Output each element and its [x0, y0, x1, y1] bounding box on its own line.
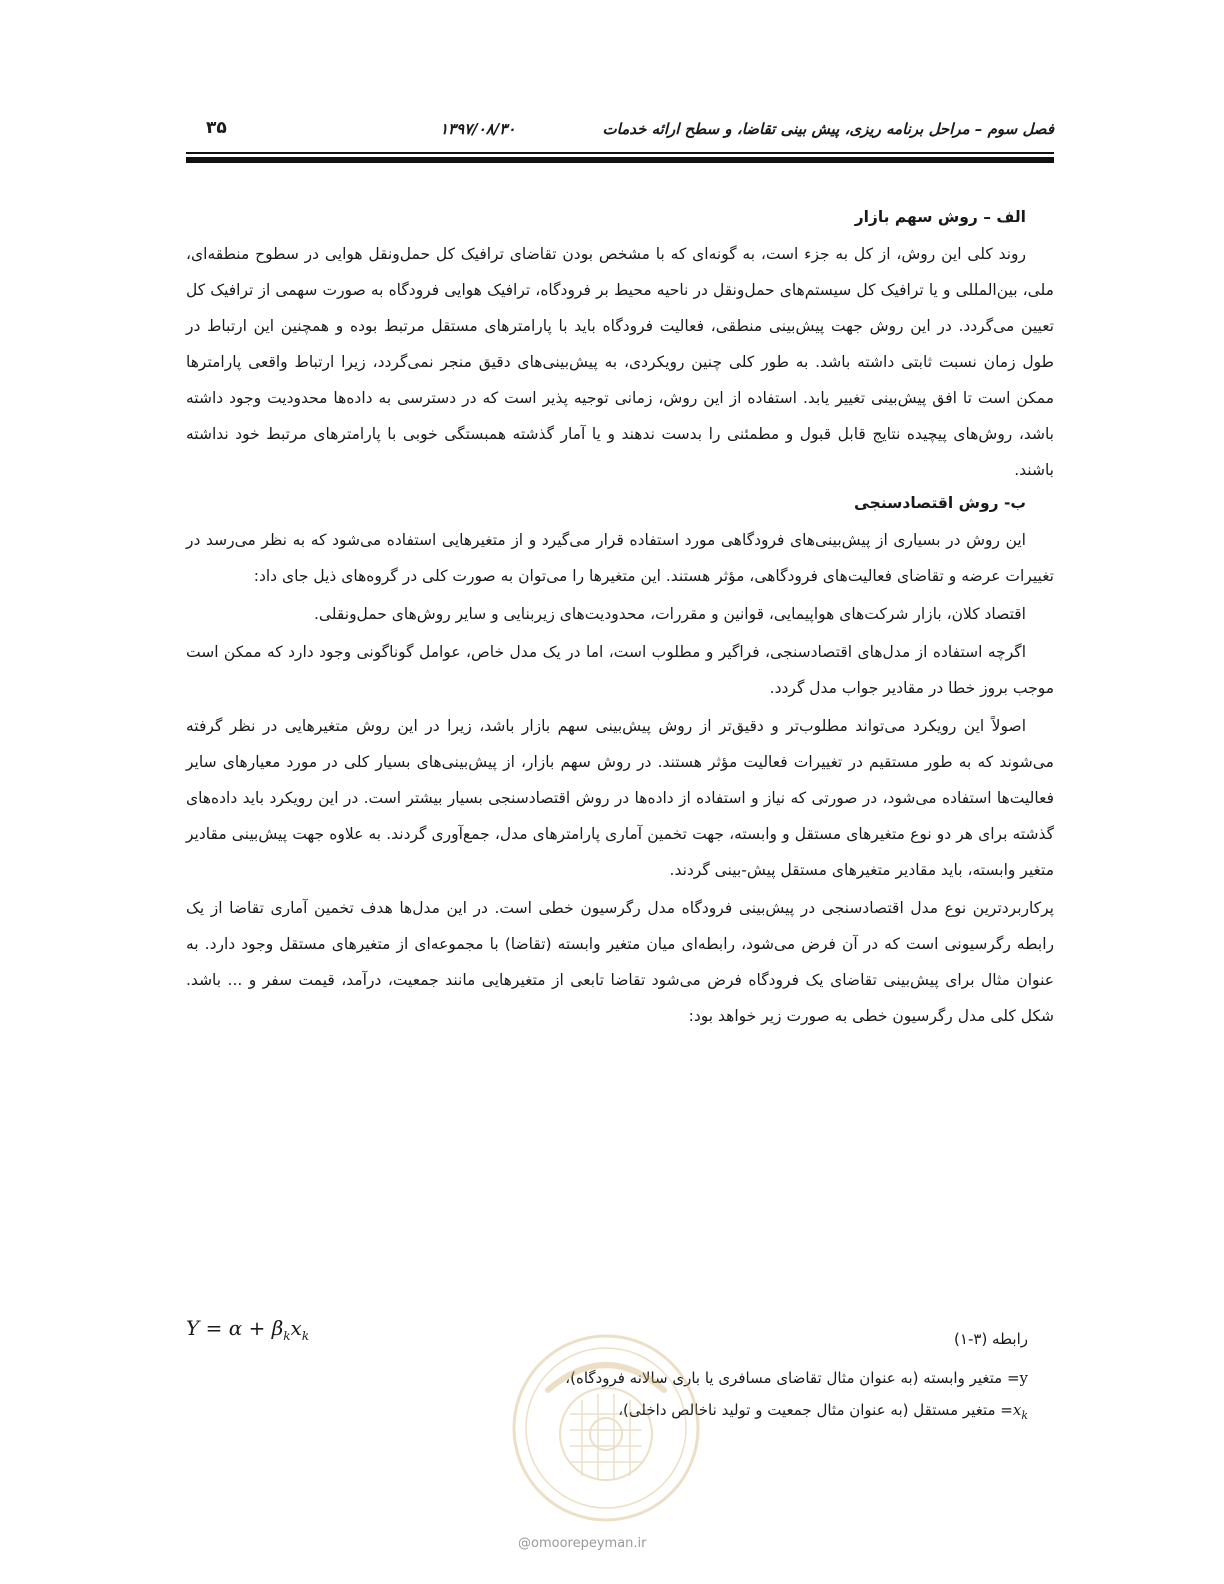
definition-y: y= متغیر وابسته (به عنوان مثال تقاضای مسافری یا باری سالانه فرودگاه)،: [565, 1369, 1028, 1387]
formula-beta: $\beta_k$: [271, 1316, 291, 1343]
formula-lhs: Y: [186, 1316, 200, 1340]
formula-x: $x_k$: [290, 1316, 310, 1343]
paragraph: اگرچه استفاده از مدل‌های اقتصادسنجی، فراگیر و مطلوب است، اما در یک مدل خاص، عوامل گوناگونی وجود دارد که ممکن است موجب بروز خطا در مقادیر جواب مدل گردد.: [186, 643, 1054, 697]
paragraph: اقتصاد کلان، بازار شرکت‌های هواپیمایی، قوانین و مقررات، محدودیت‌های زیربنایی و سایر روش‌های حمل‌ونقلی.: [313, 605, 1026, 623]
section-heading-market-share: الف – روش سهم بازار: [854, 208, 1026, 226]
formula-plus: +: [248, 1316, 266, 1340]
page-header: [186, 118, 1054, 148]
definition-xk: $x_k=$ متغیر مستقل (به عنوان مثال جمعیت و تولید ناخالص داخلی)،: [618, 1401, 1028, 1422]
paragraph: پرکاربردترین نوع مدل اقتصادسنجی در پیش‌بینی فرودگاه مدل رگرسیون خطی است. در این مدل‌ها هدف تخمین آماری تقاضا از یک رابطه رگرسیونی است که در آن فرض می‌شود، رابطه‌ای میان متغیر وابسته (تقاضا) با مجموعه‌ای از متغیرهای مستقل وجود دارد. به عنوان مثال برای پیش‌بینی تقاضای یک فرودگاه فرض می‌شود تقاضا تابعی از متغیرهایی مانند جمعیت، درآمد، قیمت سفر و ... باشد. شکل کلی مدل رگرسیون خطی به صورت زیر خواهد بود:: [186, 899, 1054, 1025]
header-rule-thick: [186, 157, 1054, 163]
equation-label: رابطه (۳-۱): [954, 1330, 1028, 1348]
regression-formula: [186, 1316, 309, 1343]
formula-alpha: α: [228, 1316, 243, 1340]
chapter-title: فصل سوم – مراحل برنامه ریزی، پیش بینی تقاضا، و سطح ارائه خدمات: [602, 120, 1054, 138]
watermark-seal-icon: [508, 1330, 704, 1526]
header-rule-thin: [186, 152, 1054, 154]
body-content: [186, 204, 1054, 1036]
paragraph: روند کلی این روش، از کل به جزء است، به گونه‌ای که با مشخص بودن تقاضای ترافیک کل حمل‌ونقل هوایی در سطوح منطقه‌ای، ملی، بین‌المللی و یا ترافیک کل سیستم‌های حمل‌ونقل در ناحیه محیط بر فرودگاه، ترافیک هوایی فرودگاه به صورت سهمی از ترافیک کل تعیین می‌گردد. در این روش جهت پیش‌بینی منطقی، فعالیت فرودگاه باید با پارامترهای مستقل مرتبط بوده و همچنین این ارتباط در طول زمان نسبت ثابتی داشته باشد. به طور کلی چنین رویکردی، به پیش‌بینی‌های دقیق منجر نمی‌گردد، زیرا ارتباط واقعی پارامترها ممکن است تا افق پیش‌بینی تغییر یابد. استفاده از این روش، زمانی توجیه پذیر است که در دسترسی به داده‌ها محدودیت وجود داشته باشد، روش‌های پیچیده نتایج قابل قبول و مطمئنی را بدست ندهند و یا آمار گذشته همبستگی خوبی با پارامترهای مرتبط خود نداشته باشند.: [186, 245, 1054, 479]
page-number: ۳۵: [206, 118, 227, 138]
header-date: ۱۳۹۷/۰۸/۳۰: [440, 120, 516, 138]
paragraph: اصولاً این رویکرد می‌تواند مطلوب‌تر و دقیق‌تر از روش پیش‌بینی سهم بازار باشد، زیرا در این روش متغیرهایی در نظر گرفته می‌شوند که به طور مستقیم در تغییرات فعالیت مؤثر هستند. در روش سهم بازار، از پیش‌بینی‌های بسیار کلی در مورد معیارهای سایر فعالیت‌ها استفاده می‌شود، در صورتی که نیاز و استفاده از داده‌ها در روش اقتصادسنجی بسیار بیشتر است. در این رویکرد باید داده‌های گذشته برای هر دو نوع متغیرهای مستقل و وابسته، جهت تخمین آماری پارامترهای مدل، جمع‌آوری گردند. به علاوه جهت پیش‌بینی مقادیر متغیر وابسته، باید مقادیر متغیرهای مستقل پیش-بینی گردند.: [186, 717, 1054, 879]
watermark-url: @omoorepeyman.ir: [518, 1536, 647, 1551]
paragraph: این روش در بسیاری از پیش‌بینی‌های فرودگاهی مورد استفاده قرار می‌گیرد و از متغیرهایی استفاده می‌شود که به نظر می‌رسد در تغییرات عرضه و تقاضای فعالیت‌های فرودگاهی، مؤثر هستند. این متغیرها را می‌توان به صورت کلی در گروه‌های ذیل جای داد:: [186, 531, 1054, 585]
section-heading-econometric: ب- روش اقتصادسنجی: [853, 494, 1026, 512]
formula-eq: =: [205, 1316, 223, 1340]
